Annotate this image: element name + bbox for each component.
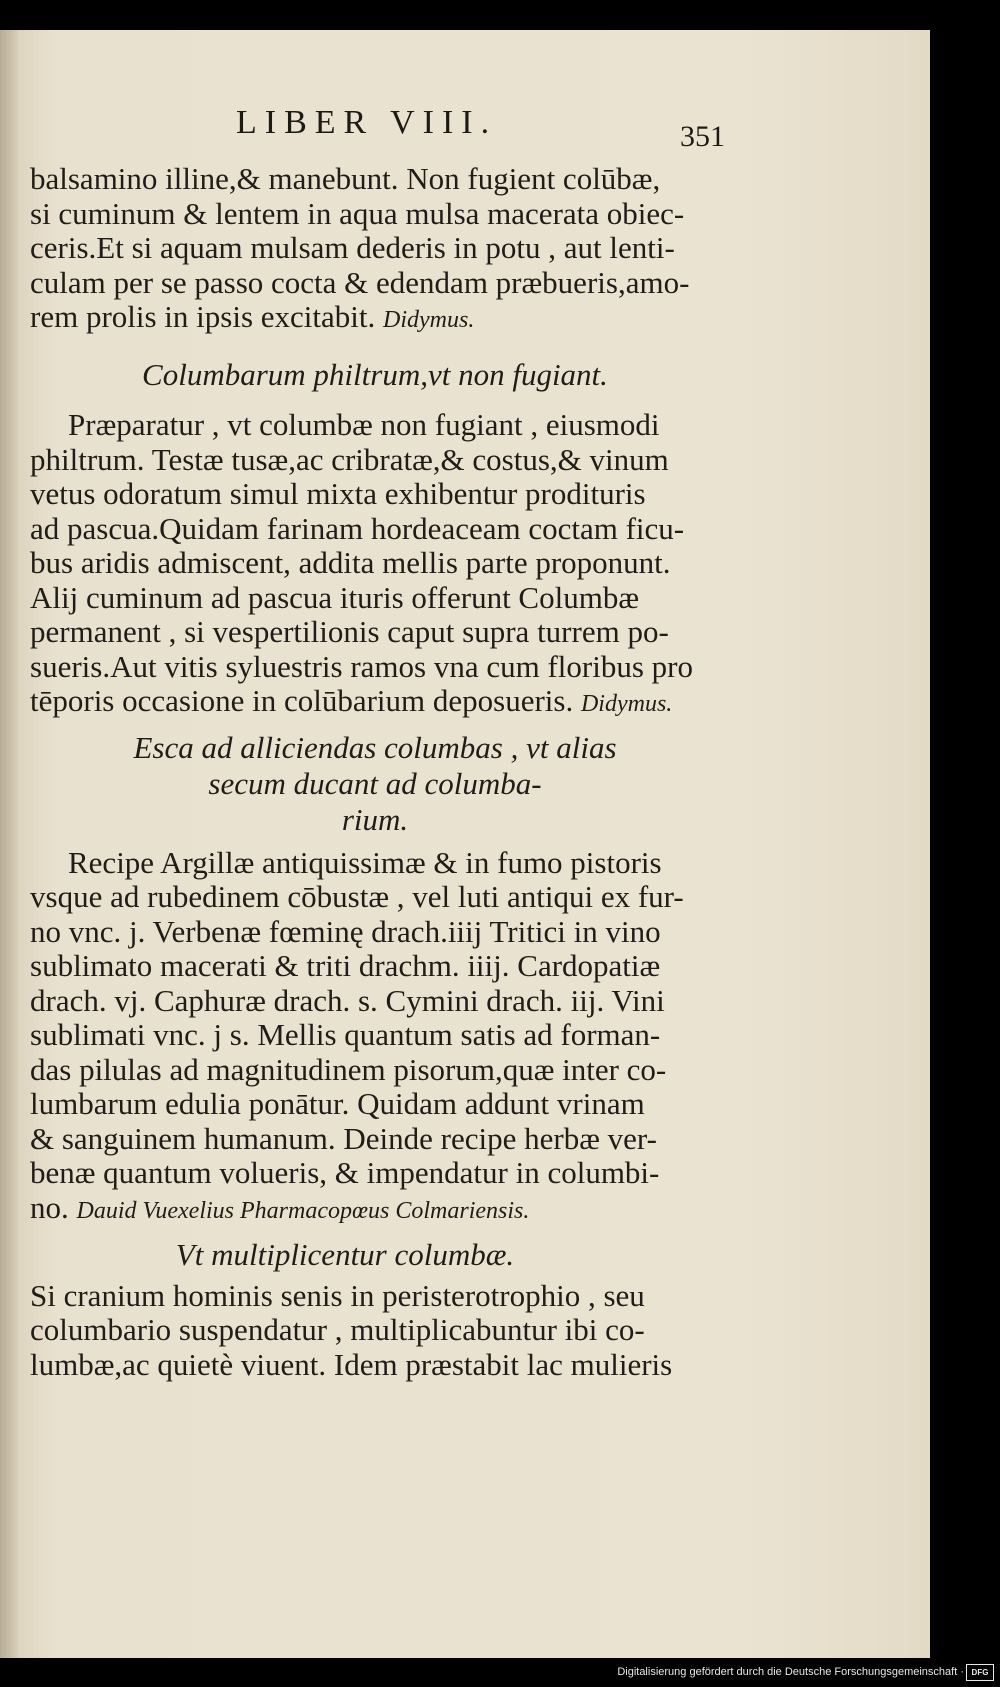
footer-bar bbox=[0, 1658, 1000, 1687]
section-heading-3: Vt multiplicentur columbæ. bbox=[175, 1237, 515, 1272]
paragraph-4-text: Si cranium hominis senis in peristerotrophio , seu columbario suspendatur , multiplicabuntur ibi co- lumbæ,ac quietè viuent. Idem præstabit lac mulieris bbox=[30, 1277, 673, 1382]
body-text bbox=[30, 162, 720, 1382]
paragraph-2 bbox=[30, 408, 720, 722]
paragraph-4 bbox=[30, 1279, 720, 1383]
attribution-2: Didymus. bbox=[580, 691, 673, 717]
page-gutter bbox=[0, 30, 18, 1658]
section-heading-1: Columbarum philtrum,vt non fugiant. bbox=[142, 356, 608, 392]
paragraph-1 bbox=[30, 162, 720, 338]
page-number: 351 bbox=[680, 120, 725, 153]
section-heading-2: Esca ad alliciendas columbas , vt alias secum ducant ad columba- rium. bbox=[133, 729, 617, 837]
page-header bbox=[0, 104, 930, 154]
paragraph-1-text: balsamino illine,& manebunt. Non fugient colūbæ, si cuminum & lentem in aqua mulsa macerata obiec- ceris.Et si aquam mulsam dederis in potu , aut lenti- culam per se passo cocta & edendam præbueris,amo- rem prolis in ipsis excitabit. bbox=[30, 161, 690, 334]
attribution-3: Dauid Vuexelius Pharmacopœus Colmariensis. bbox=[76, 1197, 530, 1224]
paragraph-3-text: Recipe Argillæ antiquissimæ & in fumo pistoris vsque ad rubedinem cōbustæ , vel luti antiqui ex fur- no vnc. j. Verbenæ fœminę drach.iiij Tritici in vino sublimato macerati & triti drachm. iiij. Cardopatiæ drach. vj. Caphuræ drach. s. Cymini drach. iij. Vini sublimati vnc. j s. Mellis quantum satis ad forman- das pilulas ad magnitudinem pisorum,quæ inter co- lumbarum edulia ponātur. Quidam addunt vrinam & sanguinem humanum. Deinde recipe herbæ ver- benæ quantum volueris, & impendatur in columbi- no. bbox=[30, 844, 684, 1225]
paragraph-3 bbox=[30, 846, 720, 1229]
paragraph-2-text: Præparatur , vt columbæ non fugiant , eiusmodi philtrum. Testæ tusæ,ac cribratæ,& costus,& vinum vetus odoratum simul mixta exhibentur prodituris ad pascua.Quidam farinam hordeaceam coctam ficu- bus aridis admiscent, addita mellis parte proponunt. Alij cuminum ad pascua ituris offerunt Columbæ permanent , si vespertilionis caput supra turrem po- sueris.Aut vitis syluestris ramos vna cum floribus pro tēporis occasione in colūbarium deposueris. bbox=[30, 407, 693, 718]
book-page bbox=[0, 30, 930, 1658]
attribution-1: Didymus. bbox=[383, 307, 475, 333]
running-head: LIBER VIII. bbox=[236, 104, 498, 141]
dfg-logo: DFG bbox=[966, 1664, 994, 1681]
funding-credit: Digitalisierung gefördert durch die Deutsche Forschungsgemeinschaft · bbox=[617, 1666, 964, 1678]
